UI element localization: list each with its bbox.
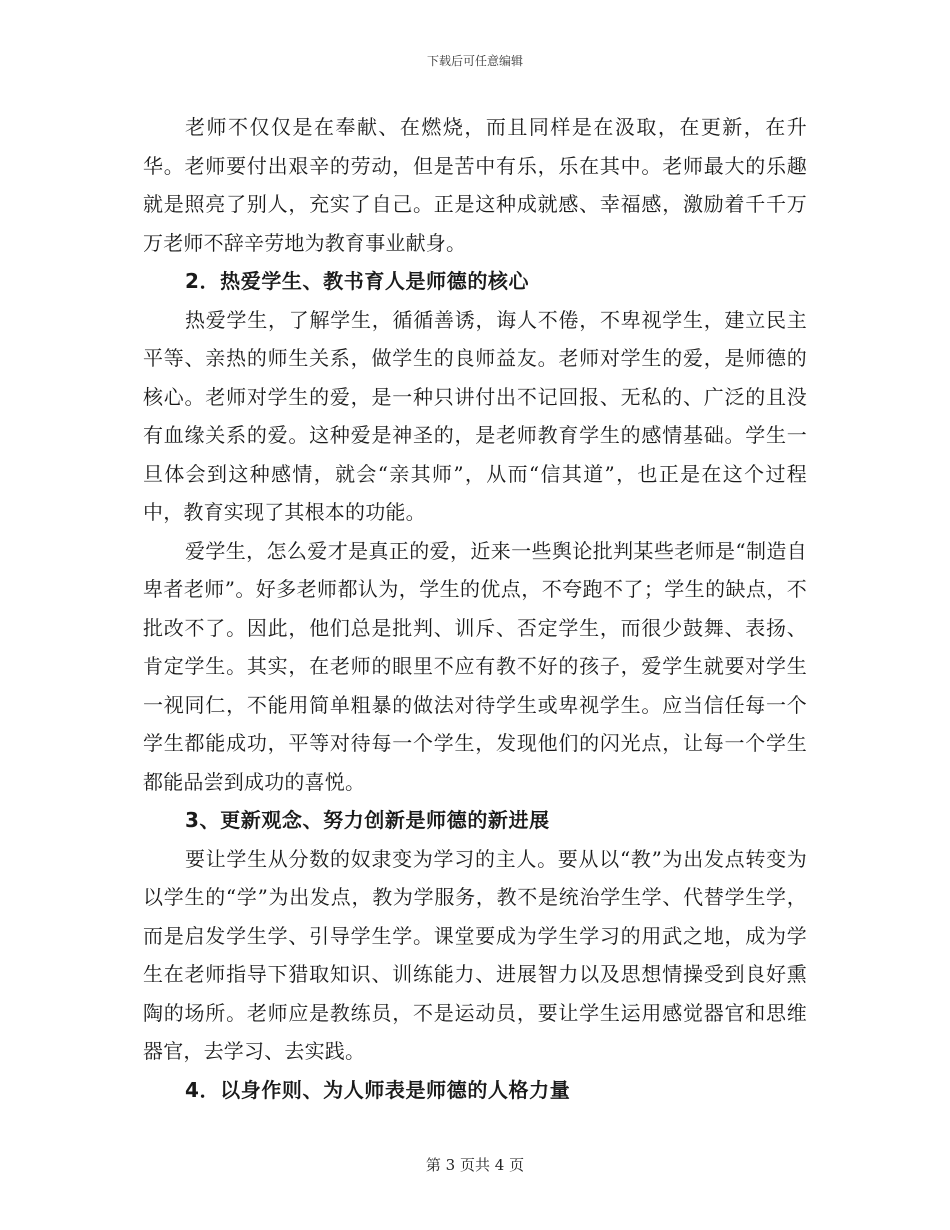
paragraph-true-love: 爱学生，怎么爱才是真正的爱，近来一些舆论批判某些老师是“制造自卑者老师”。好多老师都认为，学生的优点，不夸跑不了；学生的缺点，不批改不了。因此，他们总是批判、训斥、否定学生，而很少鼓舞、表扬、肯定学生。其实，在老师的眼里不应有教不好的孩子，爱学生就要对学生一视同仁，不能用简单粗暴的做法对待学生或卑视学生。应当信任每一个学生都能成功，平等对待每一个学生，发现他们的闪光点，让每一个学生都能品尝到成功的喜悦。: [143, 538, 807, 794]
page-footer: 第 3 页共 4 页: [425, 1156, 525, 1174]
section-heading-3: 3、更新观念、努力创新是师德的新进展: [185, 808, 550, 832]
document-body: [143, 108, 807, 1109]
paragraph-teacher-dedication: 老师不仅仅是在奉献、在燃烧，而且同样是在汲取，在更新，在升华。老师要付出艰辛的劳动，但是苦中有乐，乐在其中。老师最大的乐趣就是照亮了别人，充实了自己。正是这种成就感、幸福感，激励着千千万万老师不辞辛劳地为教育事业献身。: [143, 115, 807, 255]
section-heading-2: 2．热爱学生、教书育人是师德的核心: [185, 269, 530, 293]
page-header: 下载后可任意编辑: [426, 54, 523, 68]
paragraph-innovation: 要让学生从分数的奴隶变为学习的主人。要从以“教”为出发点转变为以学生的“学”为出发点，教为学服务，教不是统治学生学、代替学生学，而是启发学生学、引导学生学。课堂要成为学生学习的用武之地，成为学生在老师指导下猎取知识、训练能力、进展智力以及思想情操受到良好熏陶的场所。老师应是教练员，不是运动员，要让学生运用感觉器官和思维器官，去学习、去实践。: [143, 846, 807, 1063]
paragraph-love-students: 热爱学生，了解学生，循循善诱，诲人不倦，不卑视学生，建立民主平等、亲热的师生关系，做学生的良师益友。老师对学生的爱，是师德的核心。老师对学生的爱，是一种只讲付出不记回报、无私的、广泛的且没有血缘关系的爱。这种爱是神圣的，是老师教育学生的感情基础。学生一旦体会到这种感情，就会“亲其师”，从而“信其道”，也正是在这个过程中，教育实现了其根本的功能。: [143, 307, 807, 524]
section-heading-4: 4．以身作则、为人师表是师德的人格力量: [185, 1077, 571, 1102]
